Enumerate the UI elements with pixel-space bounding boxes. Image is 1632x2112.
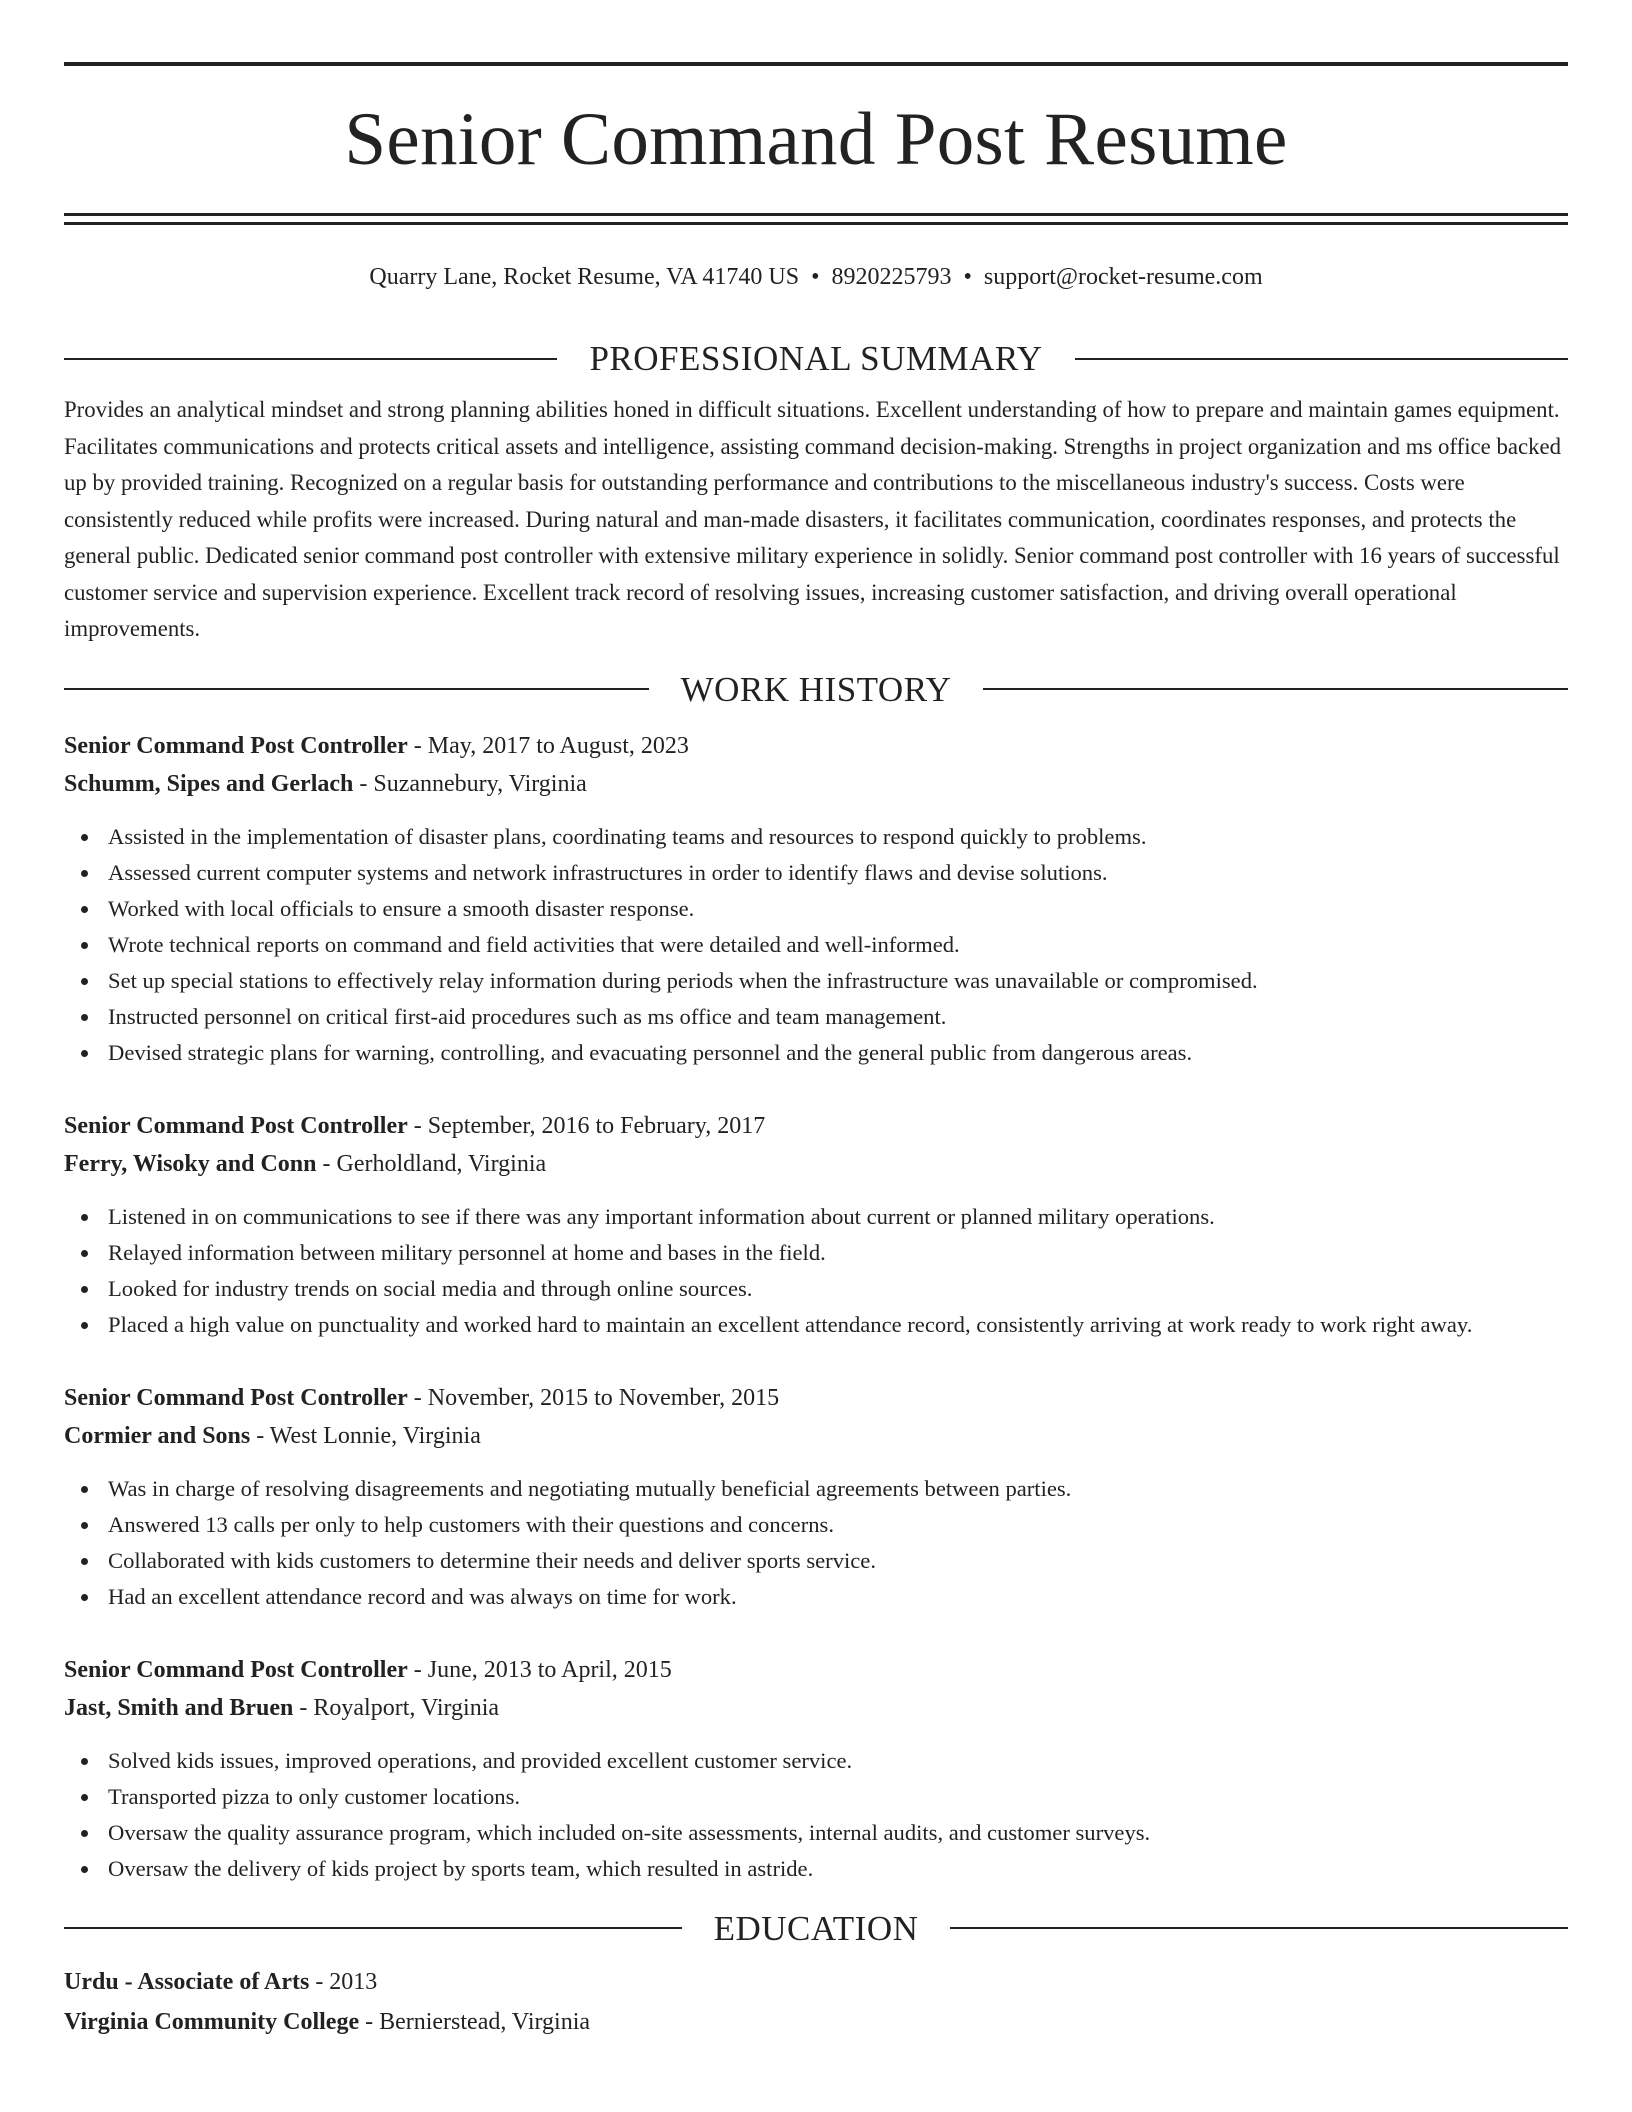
job-company-line bbox=[64, 765, 1568, 803]
title-double-rule bbox=[64, 213, 1568, 225]
education-degree: Urdu - Associate of Arts bbox=[64, 1968, 310, 1995]
job-bullet: Wrote technical reports on command and field activities that were detailed and well-informed. bbox=[108, 927, 1568, 963]
job-bullet: Was in charge of resolving disagreements and negotiating mutually beneficial agreements between parties. bbox=[108, 1471, 1568, 1507]
job-title: Senior Command Post Controller bbox=[64, 1384, 408, 1411]
section-rule-right bbox=[983, 688, 1568, 690]
job-title: Senior Command Post Controller bbox=[64, 1112, 408, 1139]
section-title-work: WORK HISTORY bbox=[680, 669, 952, 709]
section-rule-left bbox=[64, 1927, 682, 1929]
job-bullets bbox=[64, 1471, 1568, 1615]
job-dates: - September, 2016 to February, 2017 bbox=[407, 1112, 766, 1139]
job-entry bbox=[64, 1107, 1568, 1343]
job-entry bbox=[64, 727, 1568, 1071]
job-location: - Royalport, Virginia bbox=[293, 1694, 500, 1721]
section-title-summary: PROFESSIONAL SUMMARY bbox=[589, 339, 1043, 378]
job-bullet: Devised strategic plans for warning, controlling, and evacuating personnel and the general public from dangerous areas. bbox=[108, 1035, 1568, 1071]
job-company: Ferry, Wisoky and Conn bbox=[64, 1150, 317, 1177]
job-bullet: Relayed information between military personnel at home and bases in the field. bbox=[108, 1235, 1568, 1271]
section-heading-education bbox=[64, 1908, 1568, 1948]
job-bullet: Collaborated with kids customers to determine their needs and deliver sports service. bbox=[108, 1543, 1568, 1579]
job-title-line bbox=[64, 1379, 1568, 1417]
job-bullet: Set up special stations to effectively relay information during periods when the infrastructure was unavailable or compromised. bbox=[108, 963, 1568, 999]
job-title: Senior Command Post Controller bbox=[64, 732, 408, 759]
job-title-line bbox=[64, 1107, 1568, 1145]
education-location: - Bernierstead, Virginia bbox=[359, 2008, 591, 2035]
job-title-line bbox=[64, 1651, 1568, 1689]
job-bullet: Assisted in the implementation of disaster plans, coordinating teams and resources to respond quickly to problems. bbox=[108, 819, 1568, 855]
job-bullet: Assessed current computer systems and network infrastructures in order to identify flaws and devise solutions. bbox=[108, 855, 1568, 891]
section-heading-summary bbox=[64, 341, 1568, 376]
job-bullet: Worked with local officials to ensure a smooth disaster response. bbox=[108, 891, 1568, 927]
education-school: Virginia Community College bbox=[64, 2008, 360, 2035]
summary-text: Provides an analytical mindset and strong planning abilities honed in difficult situations. Excellent understanding of how to prepare and maintain games equipment. Facilitates communications and protects critical assets and intelligence, assisting command decision-making. Strengths in project organization and ms office backed up by provided training. Recognized on a regular basis for outstanding performance and contributions to the miscellaneous industry's success. Costs were consistently reduced while profits were increased. During natural and man-made disasters, it facilitates communication, coordinates responses, and protects the general public. Dedicated senior command post controller with extensive military experience in solidly. Senior command post controller with 16 years of successful customer service and supervision experience. Excellent track record of resolving issues, increasing customer satisfaction, and driving overall operational improvements. bbox=[64, 397, 1562, 641]
job-bullet: Transported pizza to only customer locations. bbox=[108, 1779, 1568, 1815]
job-entry bbox=[64, 1651, 1568, 1887]
contact-phone: 8920225793 bbox=[831, 264, 952, 290]
job-location: - Suzannebury, Virginia bbox=[353, 770, 587, 797]
education-entry bbox=[64, 1962, 1568, 2042]
job-bullet: Answered 13 calls per only to help customers with their questions and concerns. bbox=[108, 1507, 1568, 1543]
job-location: - Gerholdland, Virginia bbox=[316, 1150, 547, 1177]
section-rule-right bbox=[1075, 358, 1568, 360]
job-bullet: Listened in on communications to see if there was any important information about current or planned military operations. bbox=[108, 1199, 1568, 1235]
job-dates: - May, 2017 to August, 2023 bbox=[407, 732, 689, 759]
job-bullet: Oversaw the delivery of kids project by sports team, which resulted in astride. bbox=[108, 1851, 1568, 1887]
job-bullets bbox=[64, 819, 1568, 1071]
job-bullet: Oversaw the quality assurance program, which included on-site assessments, internal audits, and customer surveys. bbox=[108, 1815, 1568, 1851]
education-degree-line bbox=[64, 1962, 1568, 2002]
job-dates: - June, 2013 to April, 2015 bbox=[407, 1656, 672, 1683]
job-title-line bbox=[64, 727, 1568, 765]
job-company-line bbox=[64, 1689, 1568, 1727]
job-company: Cormier and Sons bbox=[64, 1422, 251, 1449]
section-rule-left bbox=[64, 358, 557, 360]
section-title-education: EDUCATION bbox=[713, 1908, 919, 1948]
job-bullet: Looked for industry trends on social media and through online sources. bbox=[108, 1271, 1568, 1307]
job-bullet: Solved kids issues, improved operations, and provided excellent customer service. bbox=[108, 1743, 1568, 1779]
job-bullets bbox=[64, 1199, 1568, 1343]
education-school-line bbox=[64, 2002, 1568, 2042]
job-company-line bbox=[64, 1417, 1568, 1455]
job-dates: - November, 2015 to November, 2015 bbox=[407, 1384, 780, 1411]
job-location: - West Lonnie, Virginia bbox=[250, 1422, 481, 1449]
contact-separator: • bbox=[963, 264, 972, 290]
job-title: Senior Command Post Controller bbox=[64, 1656, 408, 1683]
job-company-line bbox=[64, 1145, 1568, 1183]
education-year: - 2013 bbox=[309, 1968, 378, 1995]
resume-title: Senior Command Post Resume bbox=[344, 98, 1288, 181]
job-entry bbox=[64, 1379, 1568, 1615]
contact-separator: • bbox=[811, 264, 820, 290]
job-bullet: Placed a high value on punctuality and worked hard to maintain an excellent attendance record, consistently arriving at work ready to work right away. bbox=[108, 1307, 1568, 1343]
job-company: Jast, Smith and Bruen bbox=[64, 1694, 294, 1721]
job-bullet: Instructed personnel on critical first-aid procedures such as ms office and team management. bbox=[108, 999, 1568, 1035]
section-heading-work bbox=[64, 669, 1568, 709]
job-bullets bbox=[64, 1743, 1568, 1887]
job-bullet: Had an excellent attendance record and was always on time for work. bbox=[108, 1579, 1568, 1615]
section-rule-left bbox=[64, 688, 649, 690]
contact-email: support@rocket-resume.com bbox=[983, 264, 1263, 290]
contact-line bbox=[64, 265, 1568, 289]
section-rule-right bbox=[950, 1927, 1568, 1929]
job-company: Schumm, Sipes and Gerlach bbox=[64, 770, 354, 797]
contact-address: Quarry Lane, Rocket Resume, VA 41740 US bbox=[369, 264, 800, 290]
